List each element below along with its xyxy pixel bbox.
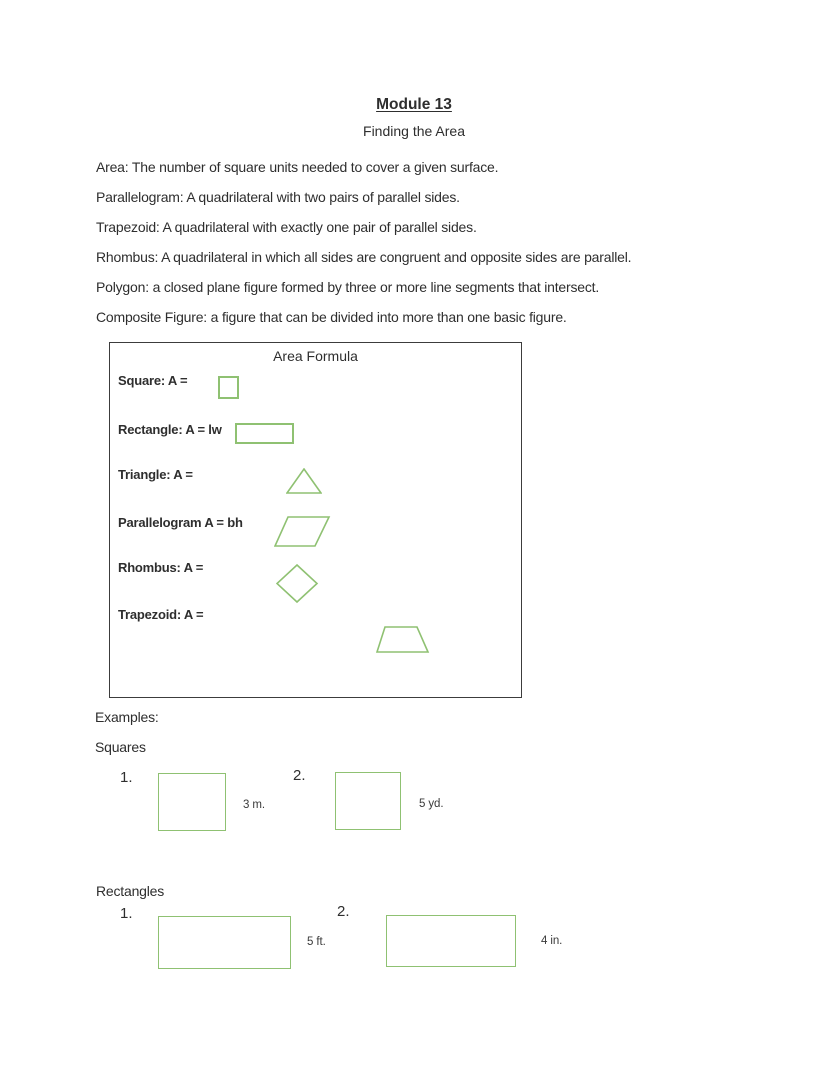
rectangle-example-1-shape (158, 916, 291, 969)
examples-heading: Examples: (95, 709, 159, 725)
rectangles-heading: Rectangles (96, 883, 165, 899)
squares-heading: Squares (95, 739, 146, 755)
square-example-2-shape (335, 772, 401, 830)
formula-label-rhombus: Rhombus: A = (118, 560, 204, 575)
definition-area: Area: The number of square units needed to cover a given surface. (96, 159, 499, 175)
square-shape (218, 376, 239, 399)
square-example-1-dimension: 3 m. (243, 799, 265, 811)
rhombus-shape (276, 564, 319, 604)
rectangle-shape (235, 423, 294, 444)
definition-rhombus: Rhombus: A quadrilateral in which all sides are congruent and opposite sides are parallel. (96, 249, 632, 265)
rectangle-example-1-number: 1. (120, 905, 133, 922)
rectangle-example-2-shape (386, 915, 516, 967)
formula-label-parallelogram: Parallelogram A = bh (118, 515, 243, 530)
square-example-1-shape (158, 773, 226, 831)
area-formula-title: Area Formula (273, 348, 358, 364)
definition-composite-figure: Composite Figure: a figure that can be divided into more than one basic figure. (96, 309, 567, 325)
area-formula-box (109, 342, 522, 698)
rectangle-example-2-dimension: 4 in. (541, 935, 563, 947)
definition-polygon: Polygon: a closed plane figure formed by three or more line segments that intersect. (96, 279, 600, 295)
formula-label-triangle: Triangle: A = (118, 467, 193, 482)
rectangle-example-2-number: 2. (337, 903, 350, 920)
triangle-shape (286, 468, 322, 495)
definition-parallelogram: Parallelogram: A quadrilateral with two pairs of parallel sides. (96, 189, 460, 205)
formula-label-square: Square: A = (118, 373, 188, 388)
square-example-2-number: 2. (293, 767, 306, 784)
parallelogram-shape (274, 516, 331, 548)
rectangle-example-1-dimension: 5 ft. (307, 936, 326, 948)
page-subtitle: Finding the Area (363, 123, 465, 139)
square-example-2-dimension: 5 yd. (419, 798, 444, 810)
formula-label-trapezoid: Trapezoid: A = (118, 607, 204, 622)
trapezoid-shape (376, 626, 430, 654)
definition-trapezoid: Trapezoid: A quadrilateral with exactly one pair of parallel sides. (96, 219, 477, 235)
formula-label-rectangle: Rectangle: A = lw (118, 422, 222, 437)
page-title: Module 13 (376, 96, 452, 113)
square-example-1-number: 1. (120, 769, 133, 786)
